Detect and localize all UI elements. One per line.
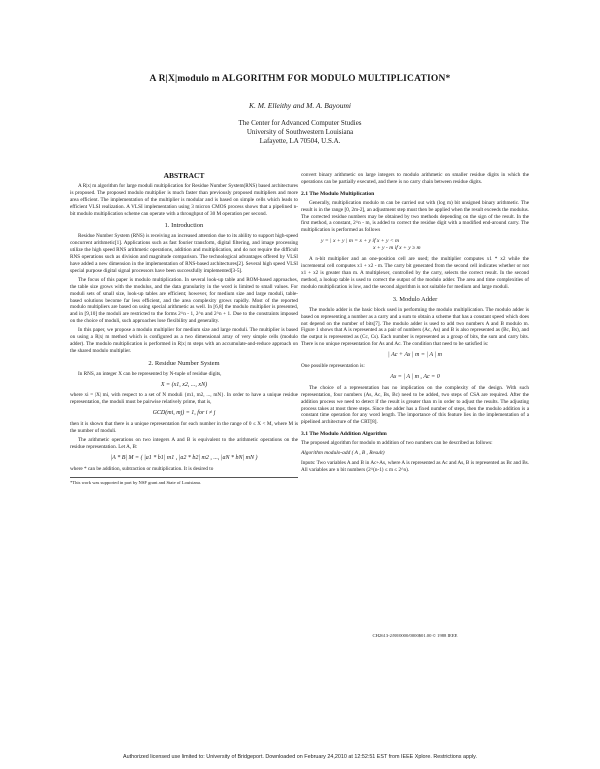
body-paragraph: A n-bit multiplier and an one-position cell are used; the multiplier computes x1 * x2 while the incremental cell computes x1 + x2 - m. The carry bit generated from the second cell indicates whether or not x1 + x2 is greater than m. A multiplexer, controlled by the carry, selects the correct result. In the second method, a lookup table is used to correct the output of the modulo adder. The area and time complexities of modulo multiplication is low, and the second algorithm is not suitable for medium and large moduli.: [301, 256, 529, 290]
left-column: [70, 173, 298, 489]
algorithm-title: Algorithm modulo-add ( A , B , Result): [301, 450, 385, 457]
body-paragraph: Generally, multiplication modulo m can be carried out with (log m) bit unsigned binary arithmetic. The result is in the range [0, 2m-2], an adjustment step must then be applied when the result exceeds the modulus. The corrected residue numbers may be obtained by two methods depending on the sign of the result. In the first method, a constant, 2^n - m, is added to correct the residue digit with a modified end-around carry. The multiplication is performed as follows: [301, 199, 529, 234]
body-paragraph: convert binary arithmetic on large integers to modulo arithmetic on smaller residue digits in which the operations can be partially executed, and there is no carry chain between residue digits.: [301, 172, 529, 185]
body-paragraph: The proposed algorithm for modulo m addition of two numbers can be described as follows:: [301, 440, 493, 447]
equation-block: [321, 238, 529, 252]
abstract-heading: ABSTRACT: [163, 171, 205, 180]
section-heading: 3. Modulo Adder: [392, 295, 438, 303]
equation-line: x + y - m if x + y ≥ m: [373, 245, 421, 252]
rns-paragraph: The arithmetic operations on two integers A and B is equivalent to the arithmetic operations on the residue representation. Let A, B:: [70, 437, 298, 450]
affiliation-line: The Center for Advanced Computer Studies: [238, 119, 362, 127]
equation: X = (x1, x2, ..., xN): [160, 381, 208, 388]
equation: As = | A | m , Ac = 0: [390, 373, 440, 380]
body-paragraph: The modulo adder is the basic block used in performing the modulo multiplication. The modulo adder is based on representing a number as a carry and a sum to obtain a scheme that has a constant speed which does not depend on the number of bits[7]. The modulo adder is used to add two numbers A and B modulo m. Figure 1 shows that A is represented as a pair of numbers (Ac, As) and B is also represented as (Bc, Bs), and the output is represented as (Cc, Cs). Each number is represented as a group of bits, the sum and carry bits. There is no unique representation for As and Ac. The condition that need to be satisfied is:: [301, 306, 529, 348]
section-heading: 2.1 The Modulo Multiplication: [301, 190, 375, 197]
intro-paragraph: In this paper, we propose a modulo multiplier for medium size and large moduli. The multiplier is based on using a R|x| m method which is configured as a two dimensional array of very simple cells (modulo adder). The modulo multiplication is performed in R|x| m steps with an accumulate-and-reduce approach on the shared modulo multiplier.: [70, 327, 298, 354]
license-notice: Authorized licensed use limited to: University of Bridgeport. Downloaded on February 24,2010 at 12:52:51 EST from IEEE Xplore. Restrictions apply.: [123, 754, 477, 760]
copyright-line: CH2613-2/88/0000/0000$01.00 © 1988 IEEE: [372, 633, 458, 638]
intro-paragraph: Residue Number System (RNS) is receiving an increased attention due to its ability to support high-speed concurrent arithmetic[1]. Applications such as fast fourier transform, digital filtering, and image processing utilize the high speed RNS arithmetic operations, addition and multiplication, and do not require the difficult RNS operations such as division and magnitude comparison. The technological advantages offered by VLSI have added a new dimension in the implementation of RNS-based architectures[2]. Several high speed VLSI special purpose digital signal processors have been successfully implemented[3-5].: [70, 233, 298, 274]
body-paragraph: The choice of a representation has no implication on the complexity of the design. With such representation, four numbers (As, Ac, Bs, Bc) need to be added, two steps of CSA are required. After the addition process we need to detect if the result is greater than m in order to adjust the results. The adjusting process takes at most three steps. Since the adder has a fixed number of steps, then the modulo addition is a constant time operation for any word length. The importance of this feature lies in the implementation of a pipelined architecture of the CRT[8].: [301, 384, 529, 426]
paper-authors: K. M. Elleithy and M. A. Bayoumi: [249, 101, 351, 110]
body-paragraph: Inputs: Two variables A and B in Ac+As, where A is represented as Ac and As, B is represented as Bc and Bs. All variables are n bit numbers (2^(n-1) ≤ m ≤ 2^n).: [301, 460, 529, 473]
intro-paragraph: The focus of this paper is modulo multiplication. In several look-up table and ROM-based approaches, the table size grows with the modulus, and the data granularity in the word is limited to small values. For moduli sets of small size, look-up tables are efficient; however, for medium size and large moduli, table-based solutions become far less efficient, and the area complexity grows rapidly. Most of the reported modulo multipliers are based on using special arithmetic as well. In [6,8] the modulo multiplier is presented, and in [9,10] the moduli are restricted to the forms 2^n - 1, 2^n and 2^n + 1. Due to the constraints imposed on the choice of moduli, such approaches lose flexibility and generality.: [70, 276, 298, 325]
equation-line: y = | x + y | m = x + y if x + y < m: [321, 238, 400, 245]
equation: GCD(mi, mj) = 1, for i ≠ j: [152, 410, 216, 417]
equation: |A * B| M = ( |a1 * b1| m1 , |a2 * b2| m2 , ..., |aN * bN| mN ): [110, 454, 258, 461]
abstract-text: A R|x| m algorithm for large moduli multiplication for Residue Number System(RNS) based architectures is proposed. The proposed modulo multiplier is much faster than previously proposed multipliers and more area efficient. The implementation of the multiplier is modular and is based on simple cells which leads to efficient VLSI realization. A VLSI implementation using 3 micron CMOS process shows that a pipelined n-bit modulo multiplication scheme can operate with a throughput of 30 M operation per second.: [70, 182, 298, 217]
body-paragraph: One possible representation is:: [301, 363, 365, 370]
rns-paragraph: In RNS, an integer X can be represented by N-tuple of residue digits,: [78, 370, 222, 377]
rns-paragraph: then it is shown that there is a unique representation for each number in the range of 0 ≤ X < M, where M is the number of moduli.: [70, 421, 298, 435]
equation: | Ac + As | m = | A | m: [388, 352, 442, 359]
affiliation: [0, 119, 600, 146]
section-heading: 3.1 The Modulo Addition Algorithm: [301, 431, 387, 438]
affiliation-line: Lafayette, LA 70504, U.S.A.: [259, 137, 341, 145]
rns-heading: 2. Residue Number System: [148, 359, 220, 367]
right-column: [301, 172, 529, 476]
footnote: *This work was supported in part by NSF grant and State of Louisiana.: [70, 477, 298, 487]
paper-title: A R|X|modulo m ALGORITHM FOR MODULO MULTIPLICATION*: [149, 74, 451, 84]
rns-paragraph: where xi = |X| mi, with respect to a set of N moduli {m1, m2, ..., mN}. In order to have a unique residue representation, the moduli must be pairwise relatively prime, that is,: [70, 392, 298, 406]
rns-paragraph: where * can be addition, subtraction or multiplication. It is desired to: [70, 465, 214, 472]
affiliation-line: University of Southwestern Louisiana: [246, 128, 354, 136]
intro-heading: 1. Introduction: [164, 222, 204, 230]
